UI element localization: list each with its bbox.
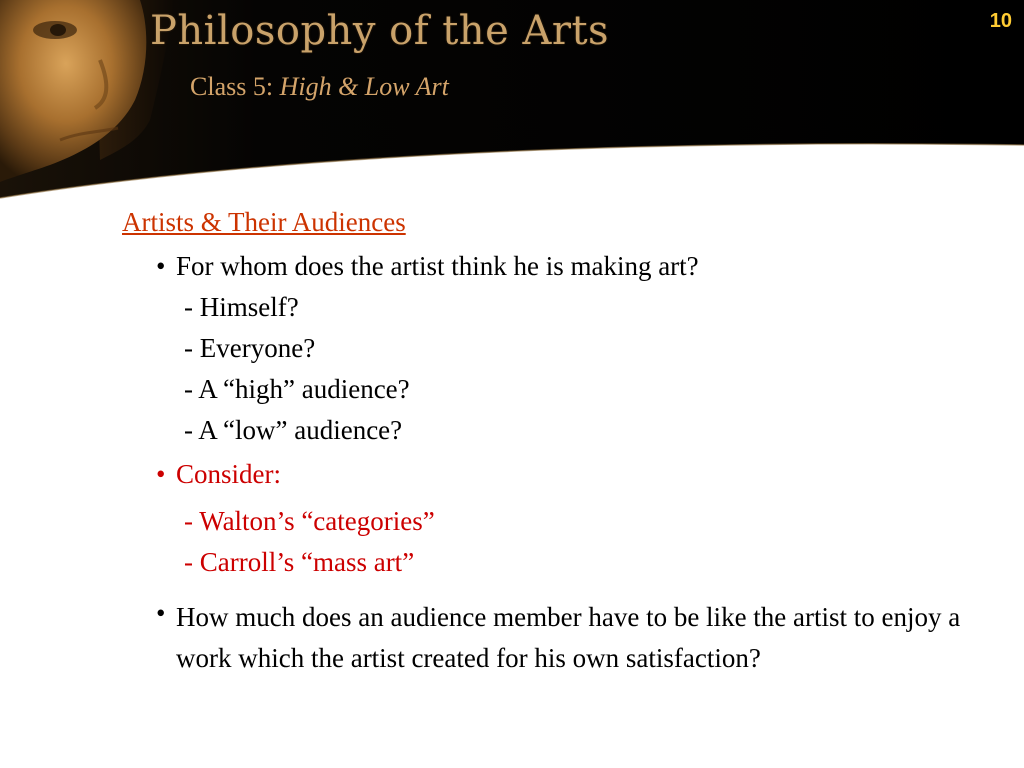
bullet-item (156, 458, 281, 490)
deck-title: Philosophy of the Arts (150, 8, 610, 54)
bullet-text: How much does an audience member have to be like the artist to enjoy a work which the artist created for his own satisfaction? (176, 602, 961, 673)
subtitle-topic: High & Low Art (279, 72, 449, 101)
bullet-icon: • (156, 251, 166, 281)
slide-number: 10 (989, 10, 1012, 32)
subtitle-prefix: Class 5: (190, 72, 280, 101)
sub-item: - A “high” audience? (184, 374, 410, 404)
sub-item: - Everyone? (184, 333, 316, 363)
bullet-icon: • (156, 598, 166, 628)
sub-item: - Himself? (184, 292, 299, 322)
bullet-item (156, 597, 976, 679)
bullet-text: For whom does the artist think he is making art? (176, 251, 699, 281)
section-heading: Artists & Their Audiences (122, 207, 406, 237)
sub-item: - Walton’s “categories” (184, 506, 435, 536)
bullet-icon: • (156, 459, 166, 489)
sub-item: - Carroll’s “mass art” (184, 547, 415, 577)
bullet-item (156, 250, 699, 282)
bullet-text: Consider: (176, 459, 281, 489)
sub-item: - A “low” audience? (184, 415, 403, 445)
